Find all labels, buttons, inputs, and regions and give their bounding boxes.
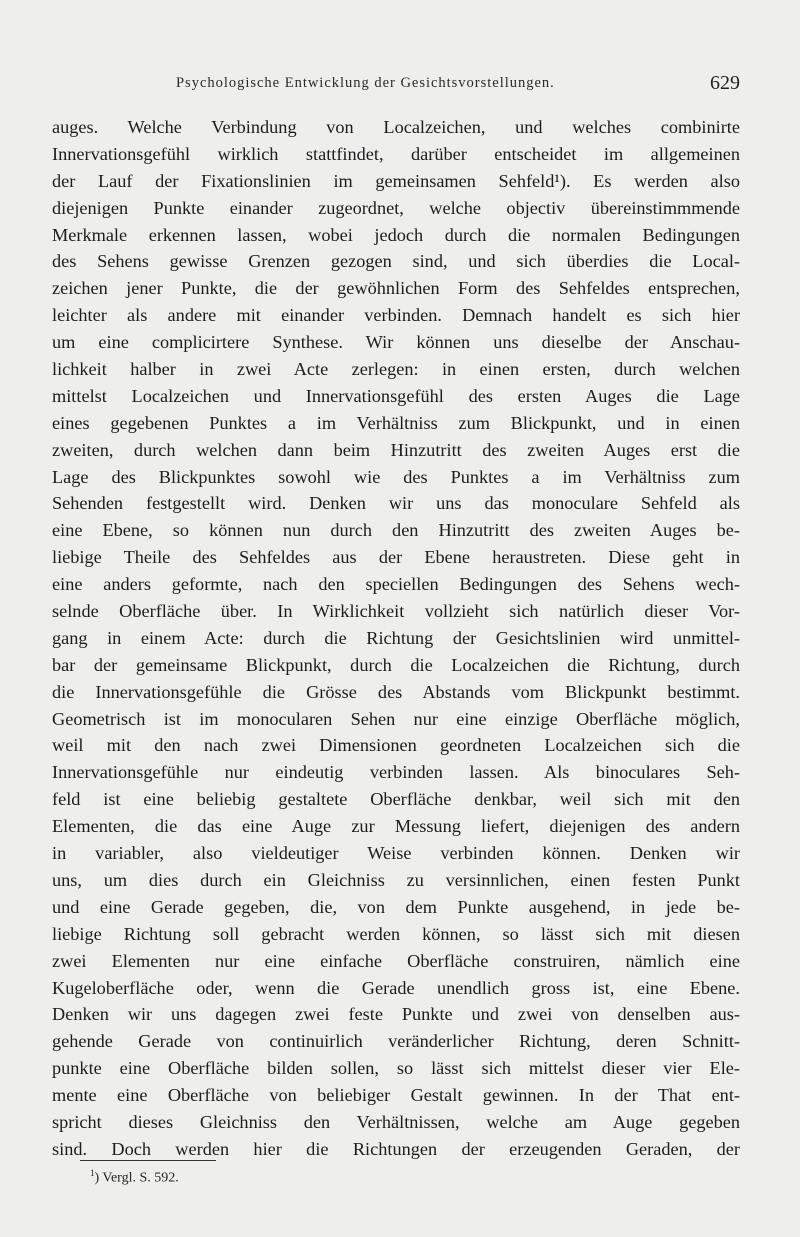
- text-line: eines gegebenen Punktes a im Verhältniss zum Blickpunkt, und in einen: [52, 412, 740, 433]
- text-line: Denken wir uns dagegen zwei feste Punkte und zwei von denselben aus-: [52, 1004, 740, 1025]
- text-line: eine Ebene, so können nun durch den Hinzutritt des zweiten Auges be-: [52, 520, 740, 541]
- text-line: Merkmale erkennen lassen, wobei jedoch durch die normalen Bedingungen: [52, 224, 740, 245]
- text-line: zwei Elementen nur eine einfache Oberfläche construiren, nämlich eine: [52, 950, 740, 971]
- text-line: des Sehens gewisse Grenzen gezogen sind, und sich überdies die Local-: [52, 251, 740, 272]
- text-line: feld ist eine beliebig gestaltete Oberfläche denkbar, weil sich mit den: [52, 789, 740, 810]
- running-head: Psychologische Entwicklung der Gesichtsvorstellungen.: [176, 75, 555, 91]
- page-number: 629: [710, 72, 740, 94]
- footnote: [90, 1168, 179, 1187]
- text-line: Sehenden festgestellt wird. Denken wir uns das monoculare Sehfeld als: [52, 493, 740, 514]
- text-line: Innervationsgefühle nur eindeutig verbinden lassen. Als binoculares Seh-: [52, 762, 740, 783]
- text-line: sind. Doch werden hier die Richtungen der erzeugenden Geraden, der: [52, 1138, 740, 1159]
- text-line: liebige Richtung soll gebracht werden können, so lässt sich mit diesen: [52, 923, 740, 944]
- body-text: [52, 114, 740, 1163]
- footnote-rule: [80, 1160, 216, 1161]
- text-line: weil mit den nach zwei Dimensionen geordneten Localzeichen sich die: [52, 735, 740, 756]
- text-line: mente eine Oberfläche von beliebiger Gestalt gewinnen. In der That ent-: [52, 1085, 740, 1106]
- text-line: in variabler, also vieldeutiger Weise verbinden können. Denken wir: [52, 843, 740, 864]
- text-line: selnde Oberfläche über. In Wirklichkeit vollzieht sich natürlich dieser Vor-: [52, 601, 740, 622]
- footnote-marker: 1: [90, 1168, 95, 1178]
- text-line: uns, um dies durch ein Gleichniss zu versinnlichen, einen festen Punkt: [52, 869, 740, 890]
- text-line: diejenigen Punkte einander zugeordnet, welche objectiv übereinstimmmende: [52, 197, 740, 218]
- text-line: leichter als andere mit einander verbinden. Demnach handelt es sich hier: [52, 305, 740, 326]
- text-line: spricht dieses Gleichniss den Verhältnissen, welche am Auge gegeben: [52, 1111, 740, 1132]
- page-header: [52, 70, 740, 102]
- text-line: Lage des Blickpunktes sowohl wie des Punktes a im Verhältniss zum: [52, 466, 740, 487]
- text-line: der Lauf der Fixationslinien im gemeinsamen Sehfeld¹). Es werden also: [52, 170, 740, 191]
- text-line: lichkeit halber in zwei Acte zerlegen: in einen ersten, durch welchen: [52, 359, 740, 380]
- text-line: um eine complicirtere Synthese. Wir können uns dieselbe der Anschau-: [52, 332, 740, 353]
- text-line: die Innervationsgefühle die Grösse des Abstands vom Blickpunkt bestimmt.: [52, 681, 740, 702]
- text-line: liebige Theile des Sehfeldes aus der Ebene heraustreten. Diese geht in: [52, 547, 740, 568]
- footnote-text: ) Vergl. S. 592.: [94, 1170, 179, 1186]
- text-line: gang in einem Acte: durch die Richtung der Gesichtslinien wird unmittel-: [52, 627, 740, 648]
- text-line: auges. Welche Verbindung von Localzeichen, und welches combinirte: [52, 117, 740, 137]
- text-line: Geometrisch ist im monocularen Sehen nur eine einzige Oberfläche möglich,: [52, 708, 740, 729]
- text-line: mittelst Localzeichen und Innervationsgefühl des ersten Auges die Lage: [52, 385, 740, 406]
- text-line: gehende Gerade von continuirlich veränderlicher Richtung, deren Schnitt-: [52, 1031, 740, 1052]
- text-line: Elementen, die das eine Auge zur Messung liefert, diejenigen des andern: [52, 816, 740, 837]
- text-line: Kugeloberfläche oder, wenn die Gerade unendlich gross ist, eine Ebene.: [52, 977, 740, 998]
- text-line: zeichen jener Punkte, die der gewöhnlichen Form des Sehfeldes entsprechen,: [52, 278, 740, 299]
- text-line: punkte eine Oberfläche bilden sollen, so lässt sich mittelst dieser vier Ele-: [52, 1058, 740, 1079]
- text-line: eine anders geformte, nach den speciellen Bedingungen des Sehens wech-: [52, 574, 740, 595]
- text-line: bar der gemeinsame Blickpunkt, durch die Localzeichen die Richtung, durch: [52, 654, 740, 675]
- text-line: Innervationsgefühl wirklich stattfindet, darüber entscheidet im allgemeinen: [52, 143, 740, 164]
- text-line: zweiten, durch welchen dann beim Hinzutritt des zweiten Auges erst die: [52, 439, 740, 460]
- text-line: und eine Gerade gegeben, die, von dem Punkte ausgehend, in jede be-: [52, 896, 740, 917]
